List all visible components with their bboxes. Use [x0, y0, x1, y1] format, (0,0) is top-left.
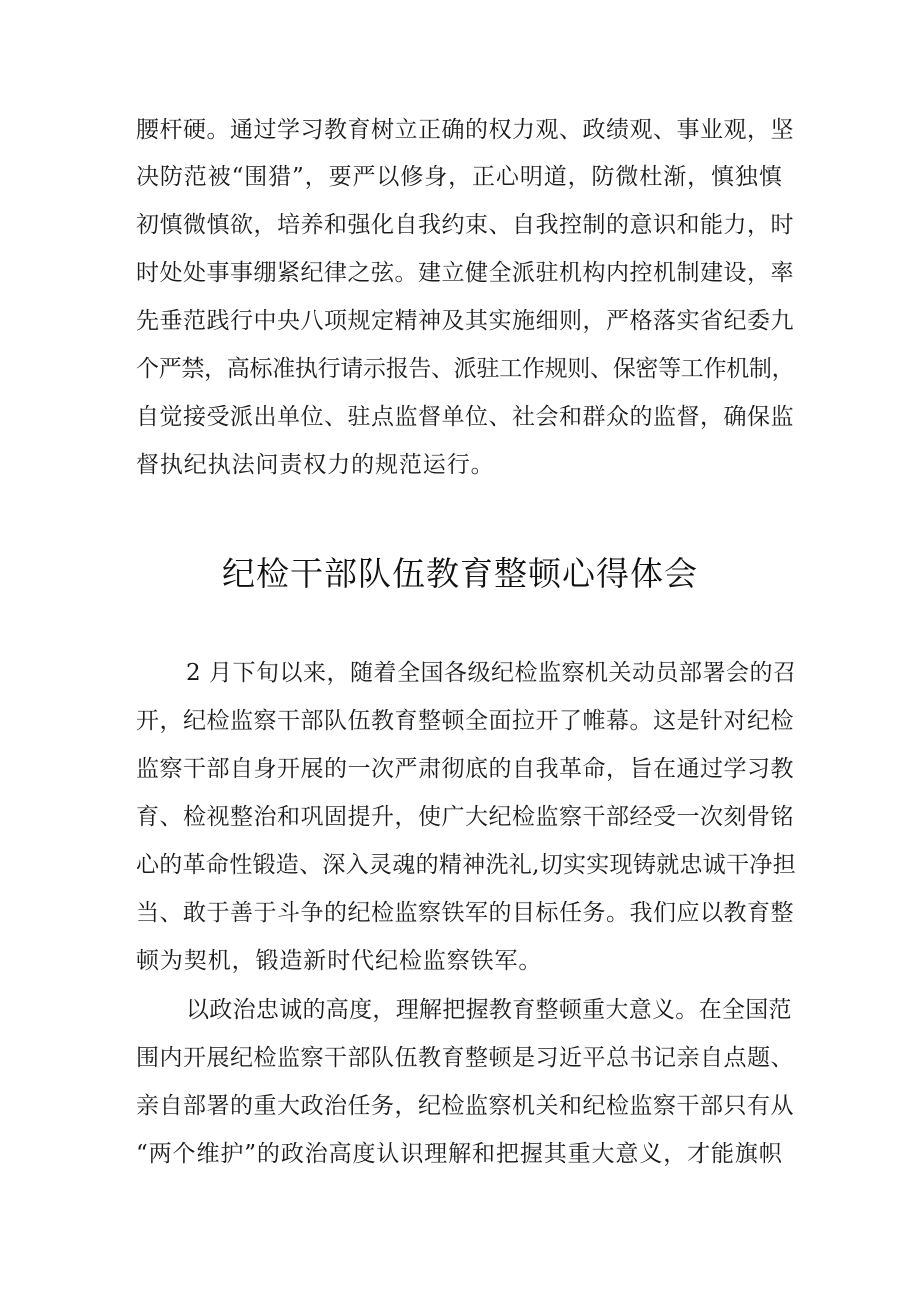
paragraph-1-line: 开，纪检监察干部队伍教育整顿全面拉开了帷幕。这是针对纪检 — [136, 708, 794, 734]
paragraph-1-line: 2 月下旬以来，随着全国各级纪检监察机关动员部署会的召 — [186, 660, 797, 686]
paragraph-2-line: 以政治忠诚的高度，理解把握教育整顿重大意义。在全国范 — [186, 997, 792, 1023]
paragraph-1-line: 心的革命性锻造、深入灵魂的精神洗礼,切实实现铸就忠诚干净担 — [136, 852, 797, 878]
intro-paragraph-line: 先垂范践行中央八项规定精神及其实施细则，严格落实省纪委九 — [136, 308, 794, 334]
paragraph-2-line: 围内开展纪检监察干部队伍教育整顿是习近平总书记亲自点题、 — [136, 1045, 794, 1071]
intro-paragraph-line: 时处处事事绷紧纪律之弦。建立健全派驻机构内控机制建设，率 — [136, 260, 794, 286]
intro-paragraph-line: 腰杆硬。通过学习教育树立正确的权力观、政绩观、事业观，坚 — [136, 117, 794, 143]
intro-paragraph-line: 初慎微慎欲，培养和强化自我约束、自我控制的意识和能力，时 — [136, 212, 794, 238]
intro-paragraph-line: 自觉接受派出单位、驻点监督单位、社会和群众的监督，确保监 — [136, 404, 794, 430]
paragraph-1-line: 顿为契机，锻造新时代纪检监察铁军。 — [136, 948, 543, 974]
paragraph-2-line: “两个维护”的政治高度认识理解和把握其重大意义，才能旗帜 — [136, 1141, 783, 1167]
intro-paragraph-line: 个严禁，高标准执行请示报告、派驻工作规则、保密等工作机制， — [136, 356, 795, 382]
paragraph-1-line: 当、敢于善于斗争的纪检监察铁军的目标任务。我们应以教育整 — [136, 900, 794, 926]
intro-paragraph-line: 督执纪执法问责权力的规范运行。 — [136, 452, 495, 478]
paragraph-2-line: 亲自部署的重大政治任务，纪检监察机关和纪检监察干部只有从 — [136, 1093, 794, 1119]
intro-paragraph-line: 决防范被“围猎”，要严以修身，正心明道，防微杜渐，慎独慎 — [136, 164, 783, 190]
paragraph-1-line: 育、检视整治和巩固提升，使广大纪检监察干部经受一次刻骨铭 — [136, 804, 794, 830]
paragraph-1-line: 监察干部自身开展的一次严肃彻底的自我革命，旨在通过学习教 — [136, 756, 794, 782]
document-title: 纪检干部队伍教育整顿心得体会 — [222, 554, 698, 593]
